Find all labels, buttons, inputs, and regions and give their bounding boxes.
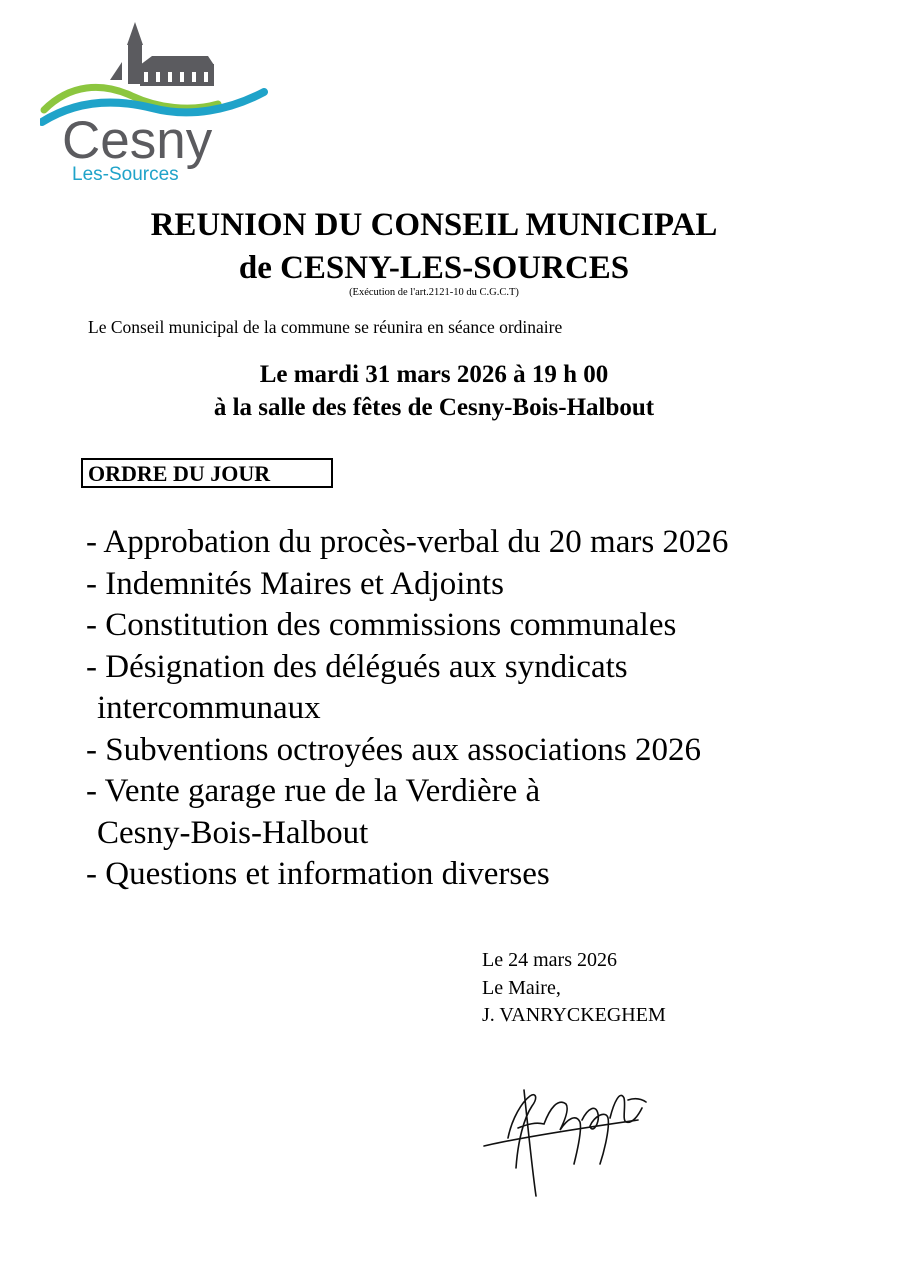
agenda-list — [86, 522, 728, 896]
page-title-line2: de CESNY-LES-SOURCES — [238, 250, 630, 286]
agenda-item-continuation: Cesny-Bois-Halbout — [97, 814, 369, 851]
agenda-item-continuation: intercommunaux — [97, 690, 321, 726]
church-wave-logo-icon — [40, 18, 270, 188]
meeting-date: Le mardi 31 mars 2026 à 19 h 00 — [259, 361, 609, 388]
signature-image — [478, 1068, 658, 1208]
agenda-item: - Questions et information diverses — [86, 856, 550, 892]
signature-icon — [478, 1068, 658, 1208]
signoff-date: Le 24 mars 2026 — [482, 949, 617, 971]
agenda-item: - Subventions octroyées aux associations 2026 — [86, 731, 701, 768]
agenda-item: - Constitution des commissions communales — [86, 607, 677, 643]
meeting-place: à la salle des fêtes de Cesny-Bois-Halbout — [213, 394, 655, 421]
intro-text: Le Conseil municipal de la commune se réunira en séance ordinaire — [88, 317, 563, 337]
signoff-role: Le Maire, — [482, 976, 561, 999]
cesny-logo — [40, 18, 270, 188]
signoff-block — [482, 947, 666, 1030]
logo-subtitle: Les-Sources — [72, 164, 179, 185]
page-title-line1: REUNION DU CONSEIL MUNICIPAL — [150, 207, 718, 243]
logo-name: Cesny — [62, 111, 213, 170]
agenda-item: - Approbation du procès-verbal du 20 mars 2026 — [86, 524, 729, 560]
agenda-item: - Désignation des délégués aux syndicats — [86, 648, 628, 685]
legal-note: (Exécution de l'art.2121-10 du C.G.C.T) — [349, 287, 519, 298]
agenda-item: - Indemnités Maires et Adjoints — [86, 565, 504, 602]
agenda-heading: ORDRE DU JOUR — [81, 458, 333, 488]
signoff-name: J. VANRYCKEGHEM — [482, 1004, 666, 1026]
agenda-item: - Vente garage rue de la Verdière à — [86, 773, 541, 809]
